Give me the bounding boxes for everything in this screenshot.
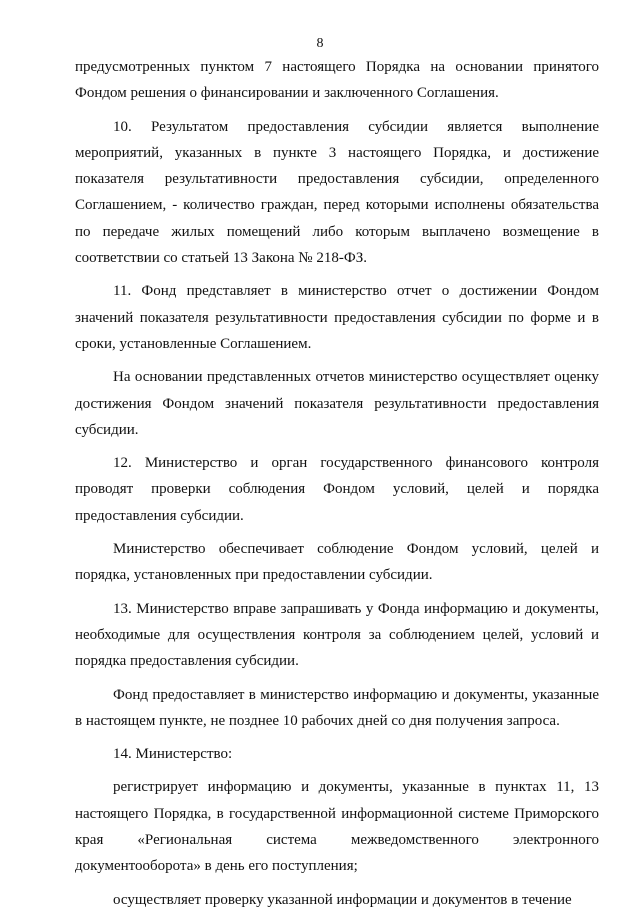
paragraph-clause-12-compliance: Министерство обеспечивает соблюдение Фондом условий, целей и порядка, установленных при предоставлении субсидии. xyxy=(75,541,599,584)
paragraph-clause-12: 12. Министерство и орган государственного финансового контроля проводят проверки соблюдения Фондом условий, целей и порядка предоставления субсидии. xyxy=(75,455,599,524)
document-body xyxy=(75,54,599,913)
page-number: 8 xyxy=(316,36,324,51)
paragraph-clause-11-assessment: На основании представленных отчетов министерство осуществляет оценку достижения Фондом значений показателя результативности предоставления субсидии. xyxy=(75,369,599,438)
paragraph-clause-14-registration: регистрирует информацию и документы, указанные в пунктах 11, 13 настоящего Порядка, в государственной информационной системе Приморского края «Региональная система межведомственного электронного документооборота» в день его поступления; xyxy=(75,779,599,875)
paragraph-clause-14-verification: осуществляет проверку указанной информации и документов в течение xyxy=(113,891,572,908)
paragraph-clause-10: 10. Результатом предоставления субсидии является выполнение мероприятий, указанных в пункте 3 настоящего Порядка, и достижение показателя результативности предоставления субсидии, определенного Соглашением, - количество граждан, перед которыми исполнены обязательства по передаче жилых помещений либо которым выплачено возмещение в соответствии со статьей 13 Закона № 218-ФЗ. xyxy=(75,118,599,267)
paragraph-clause-14: 14. Министерство: xyxy=(113,746,233,763)
paragraph-clause-13: 13. Министерство вправе запрашивать у Фонда информацию и документы, необходимые для осуществления контроля за соблюдением целей, условий и порядка предоставления субсидии. xyxy=(75,600,599,670)
paragraph-clause-13-deadline: Фонд предоставляет в министерство информацию и документы, указанные в настоящем пункте, не позднее 10 рабочих дней со дня получения запроса. xyxy=(75,686,599,729)
paragraph-continuation: предусмотренных пунктом 7 настоящего Порядка на основании принятого Фондом решения о финансировании и заключенного Соглашения. xyxy=(75,59,599,102)
paragraph-clause-11: 11. Фонд представляет в министерство отчет о достижении Фондом значений показателя результативности предоставления субсидии по форме и в сроки, установленные Соглашением. xyxy=(75,283,599,352)
